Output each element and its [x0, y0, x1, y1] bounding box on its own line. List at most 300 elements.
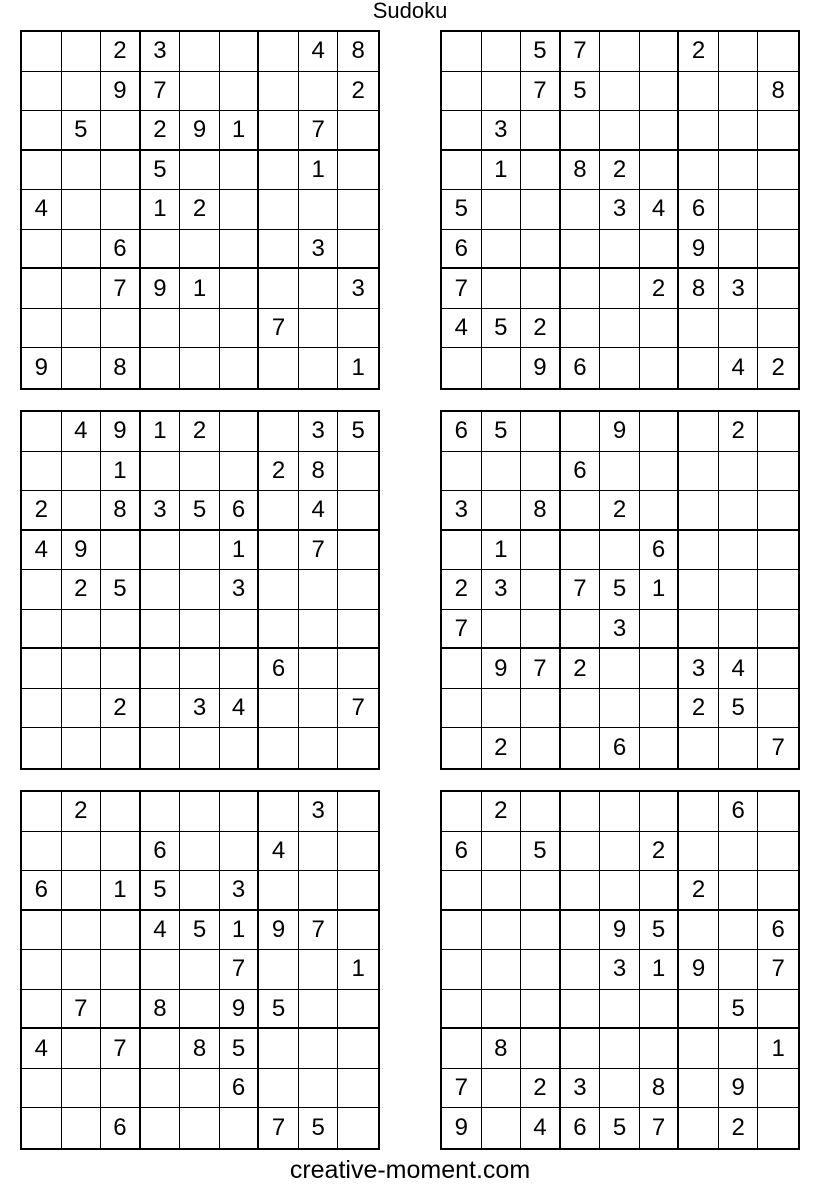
sudoku-cell: [141, 1108, 181, 1148]
sudoku-cell: 4: [719, 649, 759, 689]
sudoku-cell: [180, 649, 220, 689]
sudoku-cell: 6: [561, 452, 601, 492]
sudoku-cell: [180, 452, 220, 492]
sudoku-cell: [299, 348, 339, 388]
sudoku-cell: [299, 570, 339, 610]
sudoku-cell: [259, 689, 299, 729]
sudoku-cell: [640, 871, 680, 911]
sudoku-cell: [338, 151, 378, 191]
sudoku-cell: [338, 792, 378, 832]
sudoku-cell: [299, 649, 339, 689]
sudoku-cell: 4: [62, 412, 102, 452]
sudoku-cell: 7: [640, 1108, 680, 1148]
sudoku-cell: [442, 871, 482, 911]
sudoku-cell: [22, 990, 62, 1030]
sudoku-cell: [561, 728, 601, 768]
sudoku-cell: [62, 871, 102, 911]
sudoku-cell: 9: [600, 911, 640, 951]
sudoku-cell: [561, 792, 601, 832]
sudoku-cell: [600, 32, 640, 72]
sudoku-cell: 9: [482, 649, 522, 689]
sudoku-cell: [758, 649, 798, 689]
sudoku-cell: [62, 1069, 102, 1109]
sudoku-cell: [600, 832, 640, 872]
sudoku-cell: [561, 111, 601, 151]
sudoku-cell: 5: [719, 990, 759, 1030]
sudoku-cell: [180, 309, 220, 349]
sudoku-cell: [62, 72, 102, 112]
sudoku-cell: [442, 32, 482, 72]
sudoku-cell: [679, 452, 719, 492]
sudoku-cell: [180, 1108, 220, 1148]
sudoku-cell: [442, 649, 482, 689]
sudoku-cell: 6: [442, 230, 482, 270]
sudoku-cell: 8: [758, 72, 798, 112]
sudoku-cell: [62, 309, 102, 349]
sudoku-cell: [719, 452, 759, 492]
sudoku-cell: [758, 190, 798, 230]
sudoku-cell: 6: [561, 348, 601, 388]
sudoku-cell: [521, 111, 561, 151]
sudoku-cell: [259, 792, 299, 832]
sudoku-cell: 3: [299, 792, 339, 832]
sudoku-cell: [62, 649, 102, 689]
sudoku-cell: [482, 230, 522, 270]
sudoku-cell: 3: [220, 570, 260, 610]
sudoku-cell: 1: [180, 269, 220, 309]
sudoku-cell: [679, 728, 719, 768]
sudoku-cell: [758, 570, 798, 610]
sudoku-cell: [338, 649, 378, 689]
sudoku-cell: [259, 32, 299, 72]
sudoku-cell: 5: [141, 871, 181, 911]
sudoku-cell: 7: [561, 32, 601, 72]
sudoku-cell: 5: [62, 111, 102, 151]
sudoku-cell: 2: [771, 354, 785, 382]
sudoku-cell: [561, 309, 601, 349]
sudoku-cell: [141, 230, 181, 270]
sudoku-cell: [521, 610, 561, 650]
sudoku-cell: [141, 1069, 181, 1109]
sudoku-cell: [442, 911, 482, 951]
sudoku-cell: [482, 269, 522, 309]
sudoku-grid-2: [440, 30, 800, 390]
sudoku-cell: 5: [561, 72, 601, 112]
sudoku-cell: 8: [141, 990, 181, 1030]
sudoku-cell: 3: [719, 269, 759, 309]
sudoku-cell: [640, 610, 680, 650]
sudoku-cell: 2: [521, 1069, 561, 1109]
sudoku-cell: 6: [600, 728, 640, 768]
sudoku-cell: 1: [220, 911, 260, 951]
sudoku-cell: [259, 269, 299, 309]
sudoku-cell: [719, 871, 759, 911]
sudoku-cell: [679, 111, 719, 151]
sudoku-cell: 2: [679, 689, 719, 729]
sudoku-cell: 7: [442, 610, 482, 650]
sudoku-cell: [259, 871, 299, 911]
sudoku-cell: [220, 32, 260, 72]
sudoku-cell: [758, 531, 798, 571]
sudoku-cell: 7: [101, 1029, 141, 1069]
sudoku-cell: [679, 72, 719, 112]
sudoku-cell: [482, 689, 522, 729]
sudoku-cell: [101, 610, 141, 650]
sudoku-cell: 2: [679, 32, 719, 72]
sudoku-cell: 3: [679, 649, 719, 689]
sudoku-cell: 2: [482, 728, 522, 768]
sudoku-cell: [299, 309, 339, 349]
sudoku-cell: 3: [600, 190, 640, 230]
sudoku-cell: [338, 111, 378, 151]
sudoku-cell: 5: [259, 990, 299, 1030]
sudoku-cell: [679, 792, 719, 832]
sudoku-cell: [62, 1108, 102, 1148]
sudoku-cell: [22, 412, 62, 452]
sudoku-cell: 2: [561, 649, 601, 689]
sudoku-cell: [442, 990, 482, 1030]
sudoku-cell: [758, 452, 798, 492]
sudoku-cell: 3: [141, 491, 181, 531]
sudoku-cell: [482, 72, 522, 112]
sudoku-cell: [640, 309, 680, 349]
sudoku-cell: [299, 72, 339, 112]
sudoku-cell: 8: [299, 452, 339, 492]
sudoku-cell: 3: [482, 570, 522, 610]
site-footer: creative-moment.com: [289, 1156, 531, 1184]
page-title: Sudoku: [372, 0, 448, 23]
sudoku-cell: [299, 269, 339, 309]
sudoku-cell: [22, 1069, 62, 1109]
sudoku-cell: 7: [299, 531, 339, 571]
sudoku-cell: [561, 412, 601, 452]
sudoku-cell: [299, 728, 339, 768]
sudoku-cell: 4: [22, 1029, 62, 1069]
sudoku-cell: [259, 570, 299, 610]
sudoku-cell: [141, 610, 181, 650]
sudoku-cell: [22, 728, 62, 768]
sudoku-cell: [482, 1108, 522, 1148]
sudoku-cell: 9: [101, 72, 141, 112]
sudoku-cell: [101, 911, 141, 951]
sudoku-cell: [521, 950, 561, 990]
sudoku-cell: [180, 610, 220, 650]
sudoku-cell: 6: [442, 412, 482, 452]
sudoku-cell: [719, 1029, 759, 1069]
sudoku-cell: [299, 1069, 339, 1109]
sudoku-cell: [338, 309, 378, 349]
sudoku-cell: 2: [141, 111, 181, 151]
sudoku-cell: [141, 950, 181, 990]
sudoku-cell: [521, 689, 561, 729]
sudoku-cell: [62, 728, 102, 768]
sudoku-cell: 2: [101, 689, 141, 729]
sudoku-cell: 8: [180, 1029, 220, 1069]
sudoku-cell: [220, 72, 260, 112]
sudoku-cell: [62, 1029, 102, 1069]
sudoku-cell: [338, 491, 378, 531]
sudoku-cell: 9: [259, 911, 299, 951]
sudoku-cell: 4: [719, 348, 759, 388]
sudoku-cell: 4: [299, 491, 339, 531]
sudoku-cell: [521, 990, 561, 1030]
sudoku-cell: [679, 151, 719, 191]
sudoku-cell: 9: [679, 950, 719, 990]
sudoku-cell: [338, 531, 378, 571]
sudoku-cell: 3: [482, 111, 522, 151]
sudoku-cell: [141, 792, 181, 832]
sudoku-cell: 6: [640, 531, 680, 571]
sudoku-cell: [561, 871, 601, 911]
sudoku-cell: [22, 832, 62, 872]
sudoku-cell: [600, 309, 640, 349]
sudoku-cell: [180, 230, 220, 270]
sudoku-cell: [719, 72, 759, 112]
sudoku-cell: [679, 348, 719, 388]
sudoku-cell: [22, 610, 62, 650]
sudoku-cell: 2: [719, 1108, 759, 1148]
sudoku-cell: [62, 491, 102, 531]
sudoku-cell: [561, 531, 601, 571]
sudoku-cell: [719, 728, 759, 768]
sudoku-cell: [758, 151, 798, 191]
sudoku-cell: [62, 689, 102, 729]
sudoku-cell: [442, 348, 482, 388]
sudoku-cell: [521, 1029, 561, 1069]
sudoku-cell: [640, 452, 680, 492]
sudoku-cell: [101, 531, 141, 571]
sudoku-cell: 4: [22, 190, 62, 230]
sudoku-cell: [62, 832, 102, 872]
sudoku-cell: 2: [640, 269, 680, 309]
sudoku-cell: [679, 610, 719, 650]
sudoku-cell: [561, 1029, 601, 1069]
sudoku-cell: [299, 689, 339, 729]
sudoku-cell: 1: [299, 151, 339, 191]
sudoku-cell: 4: [220, 689, 260, 729]
sudoku-cell: [180, 792, 220, 832]
sudoku-cell: 1: [338, 950, 378, 990]
sudoku-cell: 6: [719, 792, 759, 832]
sudoku-cell: [141, 1029, 181, 1069]
sudoku-cell: [600, 230, 640, 270]
sudoku-cell: [561, 911, 601, 951]
sudoku-cell: 5: [299, 1108, 339, 1148]
sudoku-cell: [62, 190, 102, 230]
sudoku-cell: [521, 570, 561, 610]
sudoku-cell: [600, 649, 640, 689]
sudoku-cell: [22, 911, 62, 951]
sudoku-cell: [679, 832, 719, 872]
sudoku-cell: [338, 230, 378, 270]
sudoku-cell: [640, 689, 680, 729]
sudoku-cell: [719, 491, 759, 531]
sudoku-cell: [259, 230, 299, 270]
sudoku-cell: [180, 990, 220, 1030]
sudoku-cell: 5: [482, 412, 522, 452]
sudoku-cell: 5: [101, 570, 141, 610]
sudoku-cell: [600, 531, 640, 571]
sudoku-cell: [22, 950, 62, 990]
sudoku-cell: [640, 792, 680, 832]
sudoku-cell: [640, 348, 680, 388]
sudoku-cell: [22, 649, 62, 689]
sudoku-cell: [442, 1029, 482, 1069]
sudoku-cell: [180, 1069, 220, 1109]
sudoku-cell: [220, 728, 260, 768]
sudoku-cell: [180, 348, 220, 388]
sudoku-grid-1: [20, 30, 380, 390]
sudoku-cell: 5: [600, 570, 640, 610]
sudoku-cell: [141, 531, 181, 571]
sudoku-cell: [758, 990, 798, 1030]
sudoku-cell: [299, 871, 339, 911]
sudoku-cell: [22, 32, 62, 72]
sudoku-cell: 5: [521, 32, 561, 72]
sudoku-cell: 9: [521, 348, 561, 388]
sudoku-cell: [442, 792, 482, 832]
sudoku-cell: [180, 832, 220, 872]
sudoku-cell: 5: [338, 412, 378, 452]
sudoku-cell: [299, 950, 339, 990]
sudoku-cell: 6: [141, 832, 181, 872]
sudoku-cell: [521, 190, 561, 230]
sudoku-cell: 5: [141, 151, 181, 191]
sudoku-cell: [679, 1069, 719, 1109]
sudoku-cell: [640, 649, 680, 689]
sudoku-cell: [758, 871, 798, 911]
sudoku-cell: [719, 950, 759, 990]
sudoku-cell: [62, 151, 102, 191]
sudoku-cell: [220, 610, 260, 650]
sudoku-cell: 2: [719, 412, 759, 452]
sudoku-cell: 2: [22, 491, 62, 531]
sudoku-cell: [758, 111, 798, 151]
sudoku-cell: [561, 990, 601, 1030]
sudoku-cell: [719, 111, 759, 151]
sudoku-cell: [679, 1108, 719, 1148]
sudoku-cell: [561, 491, 601, 531]
sudoku-cell: [600, 1069, 640, 1109]
sudoku-cell: [220, 412, 260, 452]
sudoku-cell: [101, 950, 141, 990]
sudoku-cell: [22, 72, 62, 112]
sudoku-cell: [442, 689, 482, 729]
sudoku-cell: 3: [338, 269, 378, 309]
sudoku-cell: 3: [299, 230, 339, 270]
sudoku-cell: [719, 570, 759, 610]
sudoku-cell: [62, 911, 102, 951]
sudoku-cell: [62, 950, 102, 990]
sudoku-cell: [561, 832, 601, 872]
sudoku-cell: [521, 452, 561, 492]
sudoku-cell: [22, 309, 62, 349]
sudoku-cell: [600, 111, 640, 151]
sudoku-cell: [719, 32, 759, 72]
sudoku-cell: [640, 230, 680, 270]
sudoku-cell: [640, 990, 680, 1030]
sudoku-cell: 4: [259, 832, 299, 872]
sudoku-cell: [338, 990, 378, 1030]
sudoku-cell: [338, 570, 378, 610]
sudoku-cell: 2: [679, 871, 719, 911]
sudoku-cell: 2: [640, 832, 680, 872]
sudoku-grid-6: [440, 790, 800, 1150]
sudoku-cell: 2: [482, 792, 522, 832]
sudoku-cell: 1: [640, 950, 680, 990]
sudoku-cell: [521, 911, 561, 951]
sudoku-cell: [758, 1069, 798, 1109]
sudoku-cell: [482, 491, 522, 531]
sudoku-cell: 2: [180, 412, 220, 452]
sudoku-cell: 4: [299, 32, 339, 72]
sudoku-cell: [220, 792, 260, 832]
sudoku-cell: 4: [521, 1108, 561, 1148]
sudoku-cell: 4: [442, 309, 482, 349]
sudoku-cell: [180, 871, 220, 911]
sudoku-cell: 6: [101, 1108, 141, 1148]
sudoku-cell: [141, 452, 181, 492]
sudoku-cell: [101, 309, 141, 349]
sudoku-cell: [600, 792, 640, 832]
sudoku-cell: [220, 452, 260, 492]
sudoku-cell: 1: [220, 531, 260, 571]
sudoku-cell: 2: [62, 570, 102, 610]
sudoku-cell: [259, 950, 299, 990]
sudoku-cell: 9: [679, 230, 719, 270]
sudoku-cell: [220, 832, 260, 872]
sudoku-cell: [220, 269, 260, 309]
sudoku-cell: [600, 689, 640, 729]
sudoku-cell: [141, 309, 181, 349]
sudoku-cell: 6: [758, 911, 798, 951]
sudoku-cell: [180, 32, 220, 72]
sudoku-cell: 5: [180, 911, 220, 951]
sudoku-cell: 8: [521, 491, 561, 531]
sudoku-cell: 9: [600, 412, 640, 452]
sudoku-cell: 7: [338, 689, 378, 729]
sudoku-cell: [561, 950, 601, 990]
sudoku-cell: [22, 1108, 62, 1148]
sudoku-cell: 3: [141, 32, 181, 72]
sudoku-cell: [758, 412, 798, 452]
sudoku-cell: 2: [101, 32, 141, 72]
sudoku-cell: [338, 452, 378, 492]
sudoku-cell: [482, 1069, 522, 1109]
sudoku-cell: [338, 911, 378, 951]
sudoku-cell: [679, 1029, 719, 1069]
sudoku-cell: [679, 570, 719, 610]
sudoku-cell: 6: [442, 832, 482, 872]
sudoku-cell: 7: [259, 309, 299, 349]
sudoku-cell: [259, 1029, 299, 1069]
sudoku-cell: [640, 728, 680, 768]
sudoku-cell: [338, 728, 378, 768]
sudoku-cell: 7: [101, 269, 141, 309]
sudoku-cell: 3: [220, 871, 260, 911]
sudoku-cell: [521, 871, 561, 911]
sudoku-cell: [482, 452, 522, 492]
sudoku-cell: [719, 911, 759, 951]
sudoku-cell: [679, 412, 719, 452]
sudoku-cell: [679, 990, 719, 1030]
sudoku-cell: 5: [180, 491, 220, 531]
sudoku-cell: 1: [101, 452, 141, 492]
sudoku-cell: [640, 412, 680, 452]
sudoku-cell: 9: [180, 111, 220, 151]
sudoku-cell: [482, 190, 522, 230]
sudoku-cell: [180, 151, 220, 191]
